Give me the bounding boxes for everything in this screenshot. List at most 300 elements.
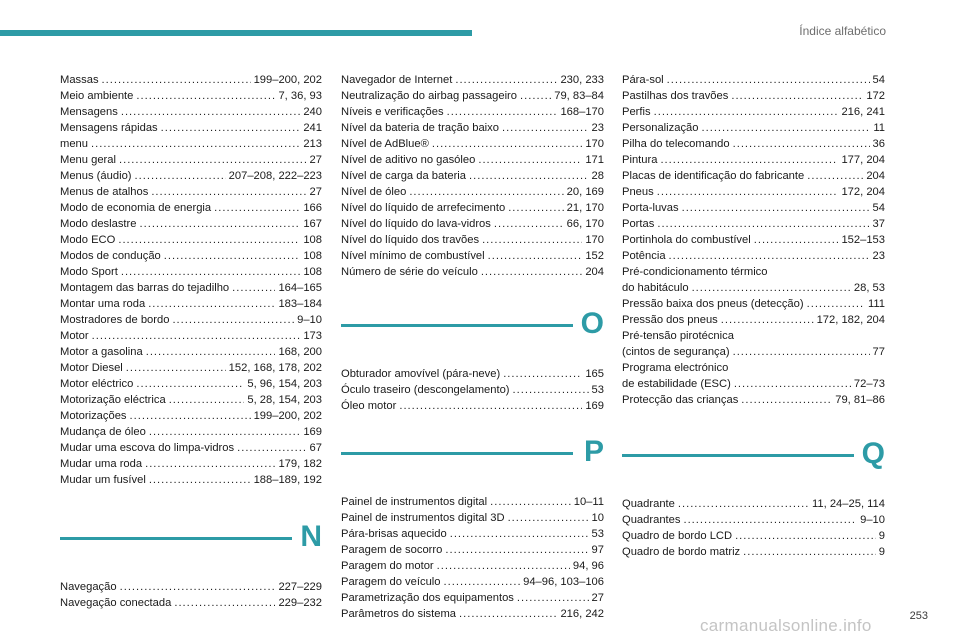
- dot-leader: [754, 232, 839, 248]
- index-entry: [341, 398, 604, 414]
- entry-term: Montar uma roda: [60, 298, 146, 310]
- entry-pages: 53: [591, 528, 604, 540]
- index-entry: [60, 344, 322, 360]
- dot-leader: [91, 136, 300, 152]
- entry-pages: 241: [303, 122, 322, 134]
- index-entry: [60, 296, 322, 312]
- entry-term-first-line: Pré-tensão pirotécnica: [622, 330, 734, 342]
- entry-term: Motor Diesel: [60, 362, 123, 374]
- dot-leader: [508, 200, 563, 216]
- entry-term: Porta-luvas: [622, 202, 679, 214]
- index-entry: [341, 494, 604, 510]
- dot-leader: [513, 382, 589, 398]
- entry-pages: 79, 83–84: [554, 90, 604, 102]
- index-entry: [60, 168, 322, 184]
- entry-pages: 9–10: [297, 314, 322, 326]
- dot-leader: [517, 590, 589, 606]
- entry-term: Paragem do veículo: [341, 576, 441, 588]
- entry-term: Menus de atalhos: [60, 186, 149, 198]
- entries-list: [341, 366, 604, 414]
- entry-pages: 23: [872, 250, 885, 262]
- entry-term: Modo Sport: [60, 266, 118, 278]
- index-entry: [622, 296, 885, 312]
- index-entry: [60, 264, 322, 280]
- dot-leader: [807, 168, 863, 184]
- watermark: carmanualsonline.info: [700, 616, 872, 635]
- entry-term: Modo deslastre: [60, 218, 137, 230]
- index-entry: [341, 232, 604, 248]
- index-entry: [622, 344, 885, 360]
- entry-pages: 164–165: [278, 282, 322, 294]
- dot-leader: [92, 328, 301, 344]
- entry-term: Nível do líquido do lava-vidros: [341, 218, 491, 230]
- dot-leader: [121, 104, 300, 120]
- entry-pages: 54: [872, 202, 885, 214]
- index-entry: [341, 104, 604, 120]
- page-title: Índice alfabético: [799, 24, 886, 38]
- entry-pages: 77: [872, 346, 885, 358]
- entries-list: [622, 328, 885, 392]
- index-entry: [341, 88, 604, 104]
- entry-pages: 9: [878, 546, 885, 558]
- entry-pages: 108: [303, 266, 322, 278]
- index-entry: [622, 200, 885, 216]
- entry-pages: 11, 24–25, 114: [812, 498, 885, 510]
- dot-leader: [135, 168, 226, 184]
- index-entry: [341, 382, 604, 398]
- entry-pages: 204: [866, 170, 885, 182]
- entry-pages: 168, 200: [278, 346, 322, 358]
- entry-pages: 10–11: [573, 496, 604, 508]
- dot-leader: [657, 184, 839, 200]
- dot-leader: [447, 104, 558, 120]
- dot-leader: [164, 248, 301, 264]
- entry-term: menu: [60, 138, 88, 150]
- section-rule: [341, 452, 573, 455]
- entry-term: Nível mínimo de combustível: [341, 250, 485, 262]
- index-entry: [60, 216, 322, 232]
- entry-term: Portas: [622, 218, 655, 230]
- index-entry: [341, 606, 604, 622]
- index-entry: [60, 200, 322, 216]
- dot-leader: [130, 408, 251, 424]
- entry-pages: 169: [585, 400, 604, 412]
- index-entry: [341, 264, 604, 280]
- entry-pages: 240: [303, 106, 322, 118]
- dot-leader: [145, 456, 275, 472]
- section-rule: [341, 324, 573, 327]
- entry-term: Quadrante: [622, 498, 675, 510]
- index-entry: [622, 280, 885, 296]
- entry-pages: 5, 96, 154, 203: [247, 378, 322, 390]
- dot-leader: [734, 376, 851, 392]
- entry-term: Motor: [60, 330, 89, 342]
- entry-term: Protecção das crianças: [622, 394, 739, 406]
- entry-pages: 67: [309, 442, 322, 454]
- dot-leader: [692, 280, 851, 296]
- entry-pages: 11: [873, 122, 885, 134]
- dot-leader: [444, 574, 521, 590]
- entry-pages: 170: [585, 138, 604, 150]
- entry-pages: 167: [303, 218, 322, 230]
- index-entry: [622, 392, 885, 408]
- index-entry: [622, 152, 885, 168]
- entry-pages: 172, 182, 204: [816, 314, 885, 326]
- entry-term: Pneus: [622, 186, 654, 198]
- index-entry: [622, 136, 885, 152]
- dot-leader: [119, 152, 307, 168]
- index-entry: [60, 440, 322, 456]
- entry-term: Painel de instrumentos digital: [341, 496, 488, 508]
- dot-leader: [126, 360, 226, 376]
- entry-term: Mudar uma escova do limpa-vidros: [60, 442, 235, 454]
- entry-term: Pastilhas dos travões: [622, 90, 729, 102]
- entry-pages: 199–200, 202: [253, 74, 322, 86]
- index-entry: [622, 184, 885, 200]
- index-column-1: [60, 72, 322, 611]
- entry-pages: 108: [303, 250, 322, 262]
- entry-pages: 94, 96: [572, 560, 604, 572]
- entry-term: Nível do líquido de arrefecimento: [341, 202, 506, 214]
- dot-leader: [102, 72, 251, 88]
- entry-term: Potência: [622, 250, 666, 262]
- entry-pages: 170: [585, 234, 604, 246]
- entry-pages: 229–232: [278, 597, 322, 609]
- index-entry: [622, 88, 885, 104]
- dot-leader: [409, 184, 563, 200]
- index-entry: [60, 392, 322, 408]
- index-entry: [622, 544, 885, 560]
- section-letter: P: [583, 435, 604, 468]
- entry-pages: 94–96, 103–106: [523, 576, 604, 588]
- entry-term: (cintos de segurança): [622, 346, 730, 358]
- dot-leader: [161, 120, 301, 136]
- dot-leader: [469, 168, 589, 184]
- dot-leader: [731, 88, 863, 104]
- entry-term: Quadro de bordo LCD: [622, 530, 733, 542]
- index-entry: [341, 248, 604, 264]
- dot-leader: [478, 152, 582, 168]
- entry-term: Níveis e verificações: [341, 106, 444, 118]
- section-letter: N: [300, 520, 322, 553]
- entry-pages: 207–208, 222–223: [228, 170, 322, 182]
- index-entry: [341, 574, 604, 590]
- dot-leader: [503, 366, 582, 382]
- entry-term: Navegação conectada: [60, 597, 172, 609]
- entry-term: Nível de aditivo no gasóleo: [341, 154, 476, 166]
- entry-term: Pára-brisas aquecido: [341, 528, 447, 540]
- entry-term: Nível da bateria de tração baixo: [341, 122, 499, 134]
- entry-term: Meio ambiente: [60, 90, 134, 102]
- dot-leader: [669, 248, 870, 264]
- entry-pages: 183–184: [278, 298, 322, 310]
- entry-pages: 199–200, 202: [253, 410, 322, 422]
- dot-leader: [174, 595, 275, 611]
- entry-pages: 172, 204: [841, 186, 885, 198]
- dot-leader: [741, 392, 832, 408]
- entry-pages: 216, 242: [560, 608, 604, 620]
- entry-pages: 27: [309, 186, 322, 198]
- entries-list: [341, 494, 604, 622]
- dot-leader: [683, 512, 857, 528]
- entry-term: Motorizações: [60, 410, 127, 422]
- dot-leader: [488, 248, 583, 264]
- entry-pages: 27: [309, 154, 322, 166]
- entry-term: Nível de óleo: [341, 186, 407, 198]
- index-entry: [60, 72, 322, 88]
- entry-term: Menus (áudio): [60, 170, 132, 182]
- index-entry: [341, 136, 604, 152]
- dot-leader: [149, 424, 300, 440]
- dot-leader: [743, 544, 876, 560]
- index-entry: [60, 579, 322, 595]
- entry-pages: 54: [872, 74, 885, 86]
- index-entry: [622, 528, 885, 544]
- index-entry: [622, 232, 885, 248]
- dot-leader: [735, 528, 876, 544]
- dot-leader: [733, 344, 870, 360]
- section-rule: [60, 537, 292, 540]
- dot-leader: [455, 72, 557, 88]
- index-entry: [60, 312, 322, 328]
- entry-pages: 36: [872, 138, 885, 150]
- entry-pages: 5, 28, 154, 203: [247, 394, 322, 406]
- entry-pages: 27: [591, 592, 604, 604]
- section-header-q: [622, 434, 885, 496]
- index-entry: [60, 232, 322, 248]
- entry-term: Pilha do telecomando: [622, 138, 730, 150]
- section-letter: O: [580, 307, 604, 340]
- dot-leader: [237, 440, 306, 456]
- dot-leader: [149, 472, 251, 488]
- entry-pages: 152–153: [841, 234, 885, 246]
- entry-term: Mudar uma roda: [60, 458, 143, 470]
- entries-list: [622, 392, 885, 408]
- entry-term: Mudança de óleo: [60, 426, 146, 438]
- entry-pages: 10: [591, 512, 604, 524]
- index-entry: [341, 184, 604, 200]
- entry-term: Personalização: [622, 122, 699, 134]
- dot-leader: [682, 200, 870, 216]
- entry-term: Pressão dos pneus: [622, 314, 718, 326]
- entry-term: Mensagens rápidas: [60, 122, 158, 134]
- entries-list: [622, 296, 885, 328]
- entry-term: Parâmetros do sistema: [341, 608, 457, 620]
- dot-leader: [482, 232, 582, 248]
- dot-leader: [136, 88, 275, 104]
- page-number: 253: [909, 610, 928, 622]
- entry-term: Pára-sol: [622, 74, 664, 86]
- index-entry: [622, 72, 885, 88]
- entry-pages: 166: [303, 202, 322, 214]
- entry-pages: 111: [867, 298, 885, 310]
- index-entry: [622, 496, 885, 512]
- entry-term: Paragem de socorro: [341, 544, 443, 556]
- entry-term: Mensagens: [60, 106, 118, 118]
- entry-term: Mudar um fusível: [60, 474, 146, 486]
- entry-pages: 28: [591, 170, 604, 182]
- index-entry: [60, 136, 322, 152]
- entry-pages: 53: [591, 384, 604, 396]
- index-entry: [341, 216, 604, 232]
- section-letter: Q: [861, 437, 885, 470]
- entries-list: [622, 496, 885, 560]
- entry-term: Pressão baixa dos pneus (detecção): [622, 298, 804, 310]
- index-entry: [60, 472, 322, 488]
- entry-term: Menu geral: [60, 154, 116, 166]
- entry-pages: 7, 36, 93: [278, 90, 322, 102]
- index-entry: [622, 168, 885, 184]
- dot-leader: [121, 264, 300, 280]
- dot-leader: [678, 496, 809, 512]
- entry-term: Montagem das barras do tejadilho: [60, 282, 230, 294]
- dot-leader: [140, 216, 301, 232]
- index-entry: [341, 542, 604, 558]
- entry-pages: 152: [585, 250, 604, 262]
- entry-pages: 97: [591, 544, 604, 556]
- entry-pages: 213: [303, 138, 322, 150]
- entry-pages: 169: [303, 426, 322, 438]
- entry-pages: 204: [585, 266, 604, 278]
- entry-pages: 9–10: [860, 514, 885, 526]
- dot-leader: [721, 312, 814, 328]
- entry-pages: 168–170: [560, 106, 604, 118]
- dot-leader: [520, 88, 551, 104]
- entry-pages: 108: [303, 234, 322, 246]
- index-entry: [341, 366, 604, 382]
- dot-leader: [169, 392, 245, 408]
- entry-pages: 20, 169: [566, 186, 604, 198]
- index-entry: [341, 200, 604, 216]
- entry-pages: 23: [591, 122, 604, 134]
- entries-list: [341, 72, 604, 280]
- dot-leader: [214, 200, 300, 216]
- entry-term: Painel de instrumentos digital 3D: [341, 512, 505, 524]
- dot-leader: [445, 542, 588, 558]
- index-entry: [60, 184, 322, 200]
- entry-term: Quadrantes: [622, 514, 681, 526]
- entry-term: Modo de economia de energia: [60, 202, 212, 214]
- entry-pages: 152, 168, 178, 202: [228, 362, 322, 374]
- index-entry: [622, 216, 885, 232]
- entry-term: Nível de AdBlue®: [341, 138, 429, 150]
- entry-pages: 230, 233: [560, 74, 604, 86]
- dot-leader: [432, 136, 582, 152]
- index-entry: [622, 104, 885, 120]
- dot-leader: [807, 296, 865, 312]
- index-column-3: [622, 72, 885, 560]
- entry-term: do habitáculo: [622, 282, 689, 294]
- entry-pages: 171: [585, 154, 604, 166]
- entry-term: Quadro de bordo matriz: [622, 546, 741, 558]
- dot-leader: [136, 376, 244, 392]
- entries-list: [60, 579, 322, 611]
- index-entry: [341, 558, 604, 574]
- dot-leader: [654, 104, 839, 120]
- section-header-p: [341, 432, 604, 494]
- entry-term: Placas de identificação do fabricante: [622, 170, 805, 182]
- index-entry: [60, 376, 322, 392]
- dot-leader: [490, 494, 571, 510]
- entries-list: [622, 264, 885, 296]
- entry-term: Número de série do veículo: [341, 266, 478, 278]
- index-entry: [341, 120, 604, 136]
- index-entry: [341, 510, 604, 526]
- entry-pages: 72–73: [853, 378, 885, 390]
- dot-leader: [450, 526, 589, 542]
- entry-term: Massas: [60, 74, 99, 86]
- entry-term: Obturador amovível (pára-neve): [341, 368, 501, 380]
- index-entry: [341, 590, 604, 606]
- dot-leader: [148, 296, 275, 312]
- dot-leader: [733, 136, 870, 152]
- entry-pages: 216, 241: [841, 106, 885, 118]
- entry-term: Perfis: [622, 106, 651, 118]
- dot-leader: [232, 280, 275, 296]
- dot-leader: [118, 232, 300, 248]
- index-entry: [341, 72, 604, 88]
- dot-leader: [657, 216, 869, 232]
- entry-term: Pintura: [622, 154, 658, 166]
- entry-pages: 188–189, 192: [253, 474, 322, 486]
- entries-list: [622, 72, 885, 264]
- dot-leader: [459, 606, 557, 622]
- entry-term: Óculo traseiro (descongelamento): [341, 384, 510, 396]
- entry-pages: 165: [585, 368, 604, 380]
- index-entry: [341, 526, 604, 542]
- entry-pages: 172: [866, 90, 885, 102]
- dot-leader: [702, 120, 871, 136]
- index-entry: [341, 152, 604, 168]
- index-entry: [60, 152, 322, 168]
- dot-leader: [151, 184, 306, 200]
- index-entry: [60, 120, 322, 136]
- index-entry: [60, 280, 322, 296]
- section-header-n: [60, 517, 322, 579]
- entry-term: Motor a gasolina: [60, 346, 143, 358]
- index-entry: [622, 248, 885, 264]
- section-rule: [622, 454, 854, 457]
- entries-list: [60, 72, 322, 488]
- header-accent-bar: [0, 30, 472, 36]
- entry-pages: 177, 204: [841, 154, 885, 166]
- index-entry: [60, 456, 322, 472]
- dot-leader: [481, 264, 583, 280]
- dot-leader: [660, 152, 838, 168]
- section-header-o: [341, 304, 604, 366]
- entry-term: Motorização eléctrica: [60, 394, 166, 406]
- index-entry: [60, 424, 322, 440]
- entry-term: de estabilidade (ESC): [622, 378, 731, 390]
- entry-term: Óleo motor: [341, 400, 397, 412]
- entry-pages: 173: [303, 330, 322, 342]
- index-entry: [60, 104, 322, 120]
- index-entry: [622, 312, 885, 328]
- dot-leader: [494, 216, 564, 232]
- index-entry: [60, 360, 322, 376]
- entry-term: Nível de carga da bateria: [341, 170, 467, 182]
- entry-term: Neutralização do airbag passageiro: [341, 90, 518, 102]
- dot-leader: [172, 312, 294, 328]
- dot-leader: [508, 510, 589, 526]
- entry-term-first-line: Programa electrónico: [622, 362, 729, 374]
- index-entry: [60, 88, 322, 104]
- entry-term: Navegação: [60, 581, 117, 593]
- dot-leader: [502, 120, 589, 136]
- index-entry: [622, 120, 885, 136]
- entry-pages: 28, 53: [853, 282, 885, 294]
- index-entry: [341, 168, 604, 184]
